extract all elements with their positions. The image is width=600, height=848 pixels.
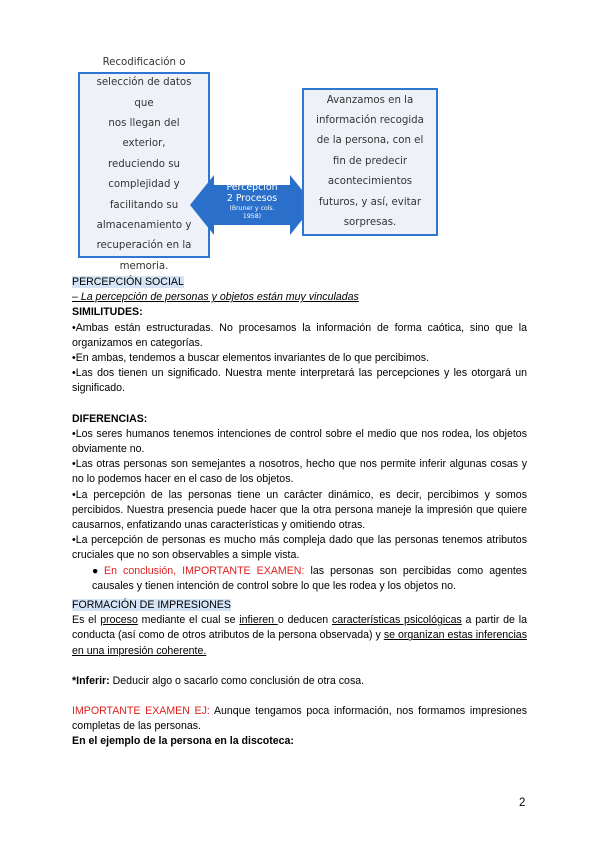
diferencias-heading: DIFERENCIAS:	[72, 412, 148, 425]
similitud-item: •En ambas, tendemos a buscar elementos invariantes de lo que percibimos.	[72, 352, 430, 365]
page-number: 2	[519, 797, 526, 809]
similitud-item: •Ambas están estructuradas. No procesamos la información de forma caótica, sino que la organizamos en categorías.	[72, 321, 527, 349]
diferencia-item: •Las otras personas son semejantes a nosotros, hecho que nos permite inferir algunas cosas y no lo podemos hacer en el caso de los objetos.	[72, 458, 527, 486]
diagram-line: de la persona, con el	[316, 135, 424, 147]
diagram-right-box	[302, 88, 438, 236]
conclusion-item	[72, 564, 527, 594]
important-note: IMPORTANTE EXAMEN EJ: Aunque tengamos poca información, nos formamos impresiones completas de las personas.	[72, 705, 528, 733]
similitud-item: •Las dos tienen un significado. Nuestra mente interpretará las percepciones y les otorgará un significado.	[72, 367, 527, 395]
diagram-line: recuperación en la	[96, 240, 192, 252]
conclusion-text: las personas son percibidas como agentes causales y tienen intención de control sobre lo que les rodea y los objetos no.	[92, 564, 527, 592]
diagram-line: fin de predecir	[332, 155, 408, 167]
diferencia-item: •La percepción de las personas tiene un carácter dinámico, es decir, percibimos y somos percibidos. Nuestra presencia puede hacer que la otra persona maneje la impresión que quiere causarnos, enfatizando unas características y omitiendo otras.	[72, 488, 527, 532]
diagram-line: futuros, y así, evitar	[318, 196, 422, 208]
section-formacion-impresiones	[72, 598, 527, 750]
arrow-title-line: 2 Procesos	[226, 193, 278, 204]
section-heading: FORMACIÓN DE IMPRESIONES	[72, 599, 231, 611]
section-heading: PERCEPCIÓN SOCIAL	[72, 276, 184, 288]
example-heading: En el ejemplo de la persona en la discoteca:	[72, 735, 294, 748]
section-percepcion-social	[72, 275, 527, 594]
diagram-line: Recodificación o	[102, 56, 186, 68]
diagram-line: facilitando su	[109, 199, 179, 211]
arrow-citation-line: (Bruner y cols.	[229, 205, 275, 212]
diagram-line: información recogida	[316, 114, 424, 126]
diferencia-item: •La percepción de personas es mucho más compleja dado que las personas tenemos atributos cruciales que no son observables a simple vista.	[72, 534, 527, 562]
arrow-title-line: Percepción	[226, 182, 278, 193]
diagram-line: selección de datos que	[96, 77, 192, 109]
diferencia-item: •Los seres humanos tenemos intenciones de control sobre el medio que nos rodea, los objetos obviamente no.	[72, 427, 527, 456]
definition-paragraph: Es el proceso mediante el cual se infieren o deducen características psicológicas a partir de la conducta (así como de otros atributos de la persona observada) y se organizan estas inferencias en una impresión coherente.	[72, 614, 527, 657]
perception-diagram	[78, 56, 438, 272]
bullet-icon: ●	[92, 564, 99, 577]
conclusion-highlight: En conclusión, IMPORTANTE EXAMEN:	[104, 564, 305, 577]
diagram-line: memoria.	[119, 260, 169, 272]
arrow-citation-line: 1958)	[242, 213, 262, 220]
section-subtitle: – La percepción de personas y objetos están muy vinculadas	[72, 291, 359, 304]
diagram-line: acontecimientos	[327, 176, 413, 188]
arrow-title	[222, 182, 282, 204]
diagram-right-text	[316, 91, 424, 234]
diagram-left-text	[86, 53, 202, 277]
diagram-line: Avanzamos en la	[326, 94, 414, 106]
diagram-line: reduciendo su	[107, 158, 180, 170]
diagram-line: complejidad y	[108, 179, 180, 191]
diagram-line: nos llegan del exterior,	[108, 117, 180, 150]
similitudes-heading: SIMILITUDES:	[72, 306, 143, 319]
diagram-line: almacenamiento y	[96, 220, 192, 232]
arrow-citation	[222, 205, 282, 221]
diagram-line: sorpresas.	[343, 217, 397, 229]
diagram-arrow-label	[222, 182, 282, 221]
inferir-definition: *Inferir: Deducir algo o sacarlo como conclusión de otra cosa.	[72, 674, 365, 687]
